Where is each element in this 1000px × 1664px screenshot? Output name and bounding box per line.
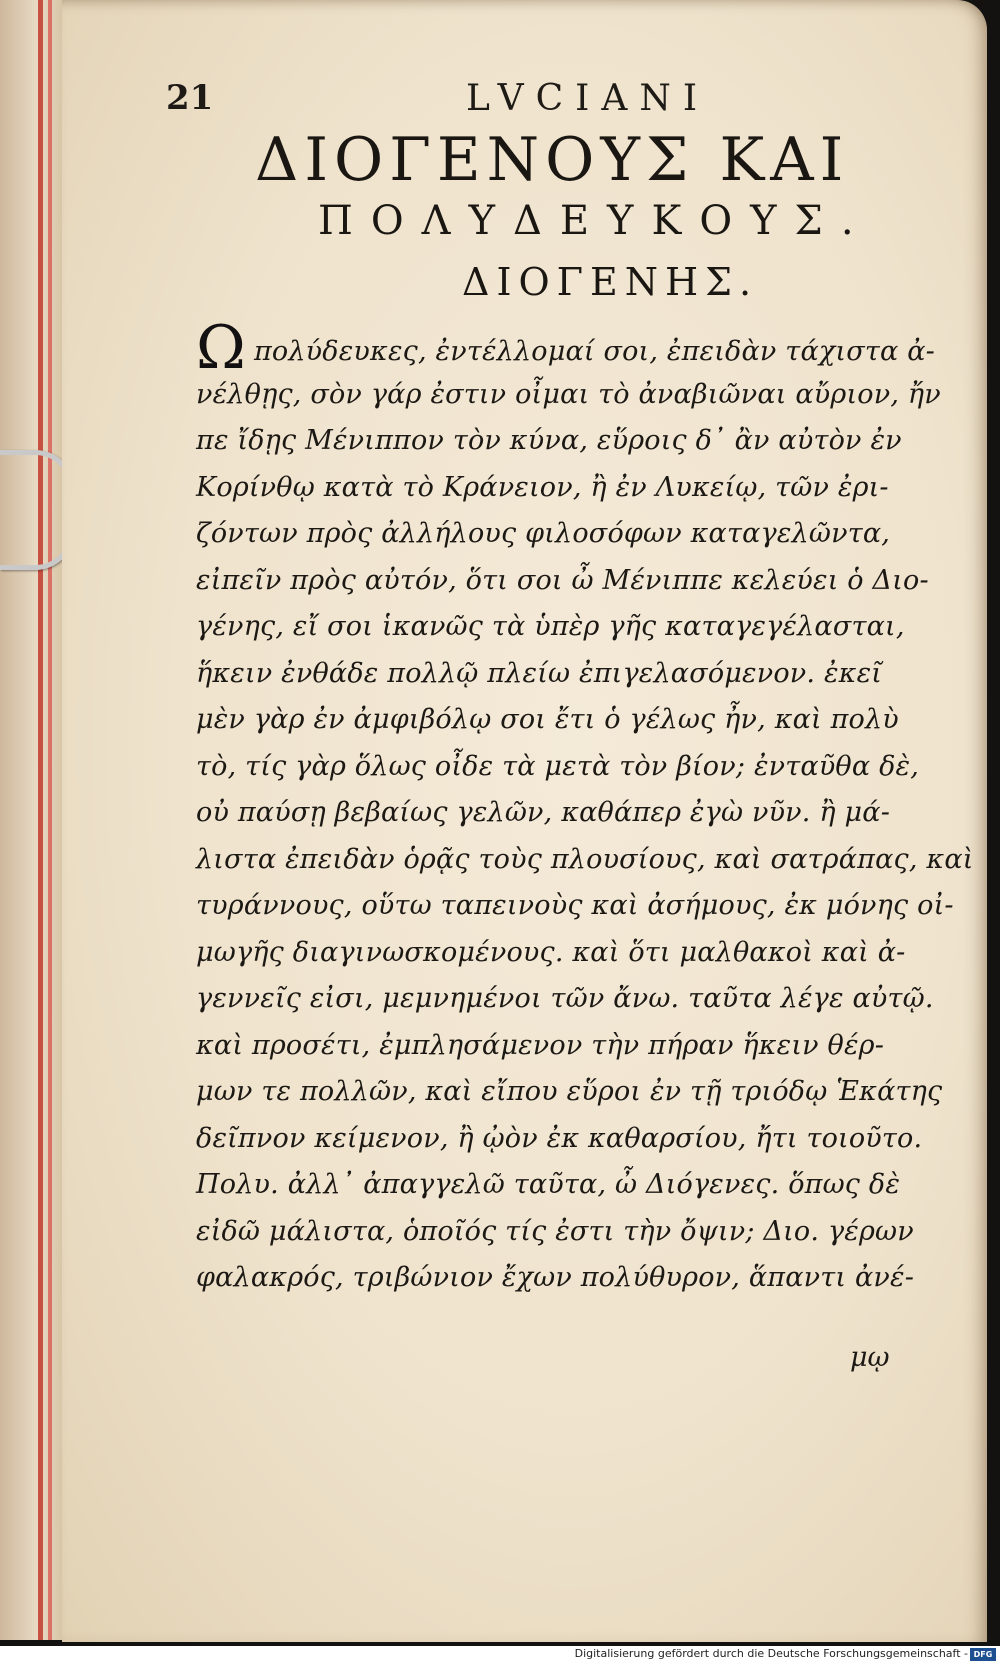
speaker-heading: ΔΙΟΓΕΝΗΣ.: [462, 260, 759, 304]
page-number: 21: [166, 78, 214, 118]
dialogue-title-line-2: ΠΟΛΥΔΕΥΚΟΥΣ.: [318, 198, 872, 244]
text-line: οὐ παύσῃ βεβαίως γελῶν, καθάπερ ἐγὼ νῦν. ἢ μά-: [196, 797, 891, 828]
text-line: γένης, εἴ σοι ἱκανῶς τὰ ὑπὲρ γῆς καταγεγέλασται,: [196, 611, 905, 642]
text-line: καὶ προσέτι, ἐμπλησάμενον τὴν πήραν ἥκειν θέρ-: [196, 1029, 885, 1061]
red-page-edge-inner: [48, 0, 52, 1640]
body-text: [196, 313, 974, 1302]
text-line: [196, 313, 966, 383]
text-line: τὸ, τίς γὰρ ὅλως οἶδε τὰ μετὰ τὸν βίον; ἐνταῦθα δὲ,: [196, 750, 920, 782]
text-line: ζόντων πρὸς ἀλλήλους φιλοσόφων καταγελῶντα,: [196, 518, 891, 549]
text-line: φαλακρός, τριβώνιον ἔχων πολύθυρον, ἅπαντι ἀνέ-: [196, 1262, 915, 1293]
text-line: ἥκειν ἐνθάδε πολλῷ πλείω ἐπιγελασόμενον. ἐκεῖ: [196, 657, 883, 689]
left-page-edge: [0, 0, 63, 1640]
dialogue-title-line-1: ΔΙΟΓΕΝΟΥΣ ΚΑΙ: [255, 125, 850, 195]
text-line-content: πολύδευκες, ἐντέλλομαί σοι, ἐπειδὰν τάχιστα ἀ-: [253, 336, 935, 367]
text-line: εἰδῶ μάλιστα, ὁποῖός τίς ἐστι τὴν ὄψιν; Διο. γέρων: [196, 1215, 914, 1247]
text-line: λιστα ἐπειδὰν ὁρᾷς τοὺς πλουσίους, καὶ σατράπας, καὶ: [196, 843, 974, 875]
text-line: νέλθῃς, σὸν γάρ ἐστιν οἶμαι τὸ ἀναβιῶναι αὔριον, ἤν: [196, 378, 941, 410]
text-line: εἰπεῖν πρὸς αὐτόν, ὅτι σοι ὦ Μένιππε κελεύει ὁ Διο-: [196, 564, 929, 596]
text-line: μων τε πολλῶν, καὶ εἴπου εὕροι ἐν τῇ τριόδῳ Ἑκάτης: [196, 1076, 943, 1107]
red-page-edge: [38, 0, 43, 1640]
catchword: μῳ: [850, 1342, 890, 1373]
dfg-logo-icon: DFG: [970, 1648, 996, 1661]
text-line: δεῖπνον κείμενον, ἢ ᾠὸν ἐκ καθαρσίου, ἤτι τοιοῦτο.: [196, 1122, 923, 1154]
text-line: πε ἴδῃς Μένιππον τὸν κύνα, εὕροις δ᾽ ἂν αὐτὸν ἐν: [196, 425, 902, 456]
page-header: [166, 78, 926, 128]
running-head: LVCIANI: [466, 78, 710, 119]
digitization-footer: [0, 1646, 1000, 1664]
text-line: Πολυ. ἀλλ᾽ ἀπαγγελῶ ταῦτα, ὦ Διόγενες. ὅπως δὲ: [196, 1169, 901, 1200]
text-line: Κορίνθῳ κατὰ τὸ Κράνειον, ἢ ἐν Λυκείῳ, τῶν ἐρι-: [196, 471, 889, 503]
footer-credit: Digitalisierung gefördert durch die Deutsche Forschungsgemeinschaft -: [574, 1647, 968, 1660]
text-line: μωγῆς διαγινωσκομένους. καὶ ὅτι μαλθακοὶ καὶ ἀ-: [196, 936, 906, 968]
drop-capital: Ω: [196, 313, 246, 383]
text-line: τυράννους, οὕτω ταπεινοὺς καὶ ἀσήμους, ἐκ μόνης οἰ-: [196, 890, 954, 921]
text-line: γεννεῖς εἰσι, μεμνημένοι τῶν ἄνω. ταῦτα λέγε αὐτῷ.: [196, 983, 934, 1014]
text-line: μὲν γὰρ ἐν ἀμφιβόλῳ σοι ἔτι ὁ γέλως ἦν, καὶ πολὺ: [196, 704, 899, 735]
